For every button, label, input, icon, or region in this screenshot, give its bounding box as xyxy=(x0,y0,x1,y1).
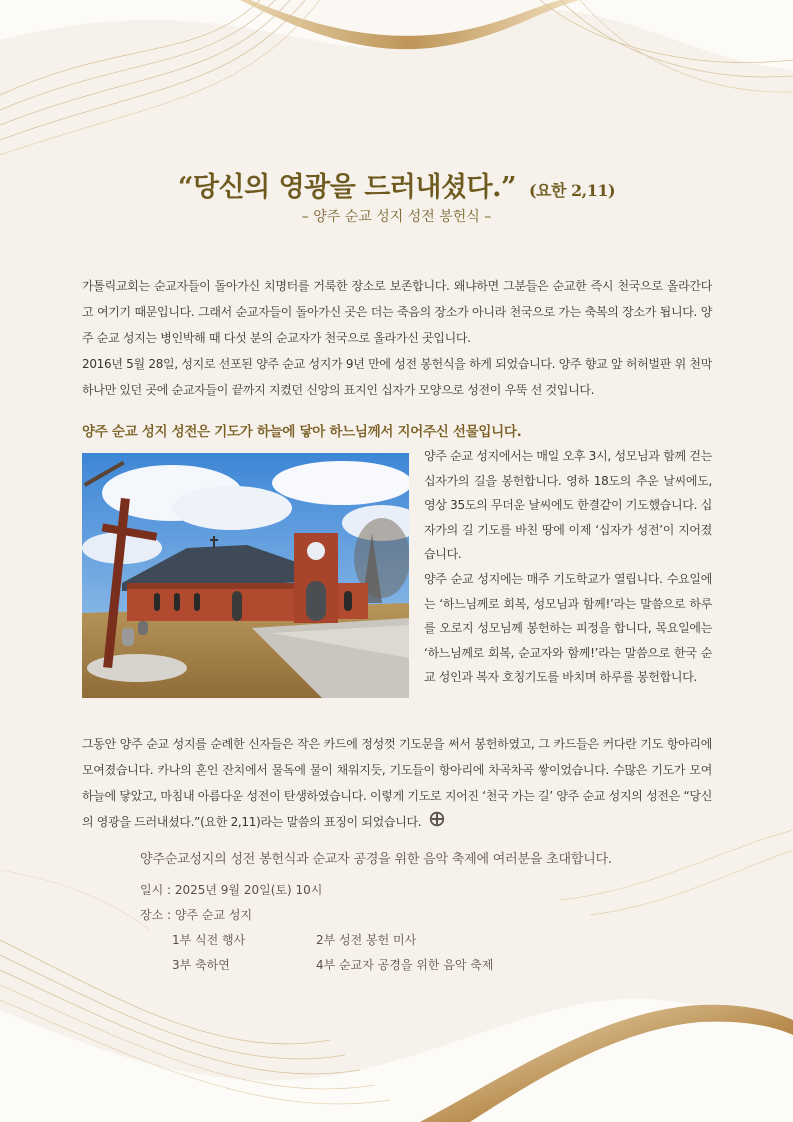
program-item-1: 1부 식전 행사 xyxy=(172,933,246,947)
event-date: 일시 : 2025년 9월 20일(토) 10시 xyxy=(140,883,323,897)
side-paragraph-2: 양주 순교 성지에는 매주 기도학교가 열립니다. 수요일에는 ‘하느님께로 회복, 성모님과 함께!’라는 말씀으로 하루를 오로지 성모님께 봉헌하는 피정을 합니다, 목요일에는 ‘하느님께로 회복, 순교자와 함께!’라는 말씀으로 한국 순교 성인과 복자 호칭기도를 바치며 하루를 봉헌합니다. xyxy=(424,571,712,685)
invitation-text: 양주순교성지의 성전 봉헌식과 순교자 공경을 위한 음악 축제에 여러분을 초대합니다. xyxy=(140,852,612,867)
cross-medallion-icon xyxy=(429,810,445,836)
page-title xyxy=(0,165,793,204)
program-item-2: 2부 성전 봉헌 미사 xyxy=(316,933,417,947)
event-place: 장소 : 양주 순교 성지 xyxy=(140,908,253,922)
closing-paragraph: 그동안 양주 순교 성지를 순례한 신자들은 작은 카드에 정성껏 기도문을 써서 봉헌하였고, 그 카드들은 커다란 기도 항아리에 모여졌습니다. 카나의 혼인 잔치에서 물독에 물이 채워지듯, 기도들이 항아리에 차곡차곡 쌓이었습니다. 수많은 기도가 모여 하늘에 닿았고, 마침내 아름다운 성전이 탄생하였습니다. 이렇게 기도로 지어진 ‘천국 가는 길’ 양주 순교 성지의 성전은 “당신의 영광을 드러내셨다.”(요한 2,11)라는 말씀의 표징이 되었습니다. xyxy=(82,737,712,829)
page-subtitle: – 양주 순교 성지 성전 봉헌식 – xyxy=(301,209,492,225)
closing-text xyxy=(82,731,712,836)
section-heading: 양주 순교 성지 성전은 기도가 하늘에 닿아 하느님께서 지어주신 선물입니다. xyxy=(82,424,522,440)
intro-paragraph-1: 가톨릭교회는 순교자들이 돌아가신 치명터를 거룩한 장소로 보존합니다. 왜냐하면 그분들은 순교한 즉시 천국으로 올라간다고 여기기 때문입니다. 그래서 순교자들이 돌아가신 곳은 더는 죽음의 장소가 아니라 천국으로 가는 축복의 장소가 됩니다. 양주 순교 성지는 병인박해 때 다섯 분의 순교자가 천국으로 올라가신 곳입니다. xyxy=(82,279,712,345)
program-item-3: 3부 축하연 xyxy=(172,958,230,972)
intro-paragraph-2: 2016년 5월 28일, 성지로 선포된 양주 순교 성지가 9년 만에 성전 봉헌식을 하게 되었습니다. 양주 향교 앞 허허벌판 위 천막 하나만 있던 곳에 순교자들이 끝까지 지켰던 신앙의 표지인 십자가 모양으로 성전이 우뚝 선 것입니다. xyxy=(82,357,712,397)
church-photo xyxy=(82,453,409,698)
section-side-text xyxy=(424,444,712,690)
side-paragraph-1: 양주 순교 성지에서는 매일 오후 3시, 성모님과 함께 걷는 십자가의 길을 봉헌합니다. 영하 18도의 추운 날씨에도, 영상 35도의 무더운 날씨에도 한결같이 기도했습니다. 십자가의 길 기도를 바친 땅에 이제 ‘십자가 성전’이 지어졌습니다. xyxy=(424,449,712,562)
title-reference: (요한 2,11) xyxy=(528,181,616,200)
intro-text xyxy=(82,273,712,403)
title-text: “당신의 영광을 드러내셨다.” xyxy=(177,172,517,203)
program-item-4: 4부 순교자 공경을 위한 음악 축제 xyxy=(316,958,494,972)
